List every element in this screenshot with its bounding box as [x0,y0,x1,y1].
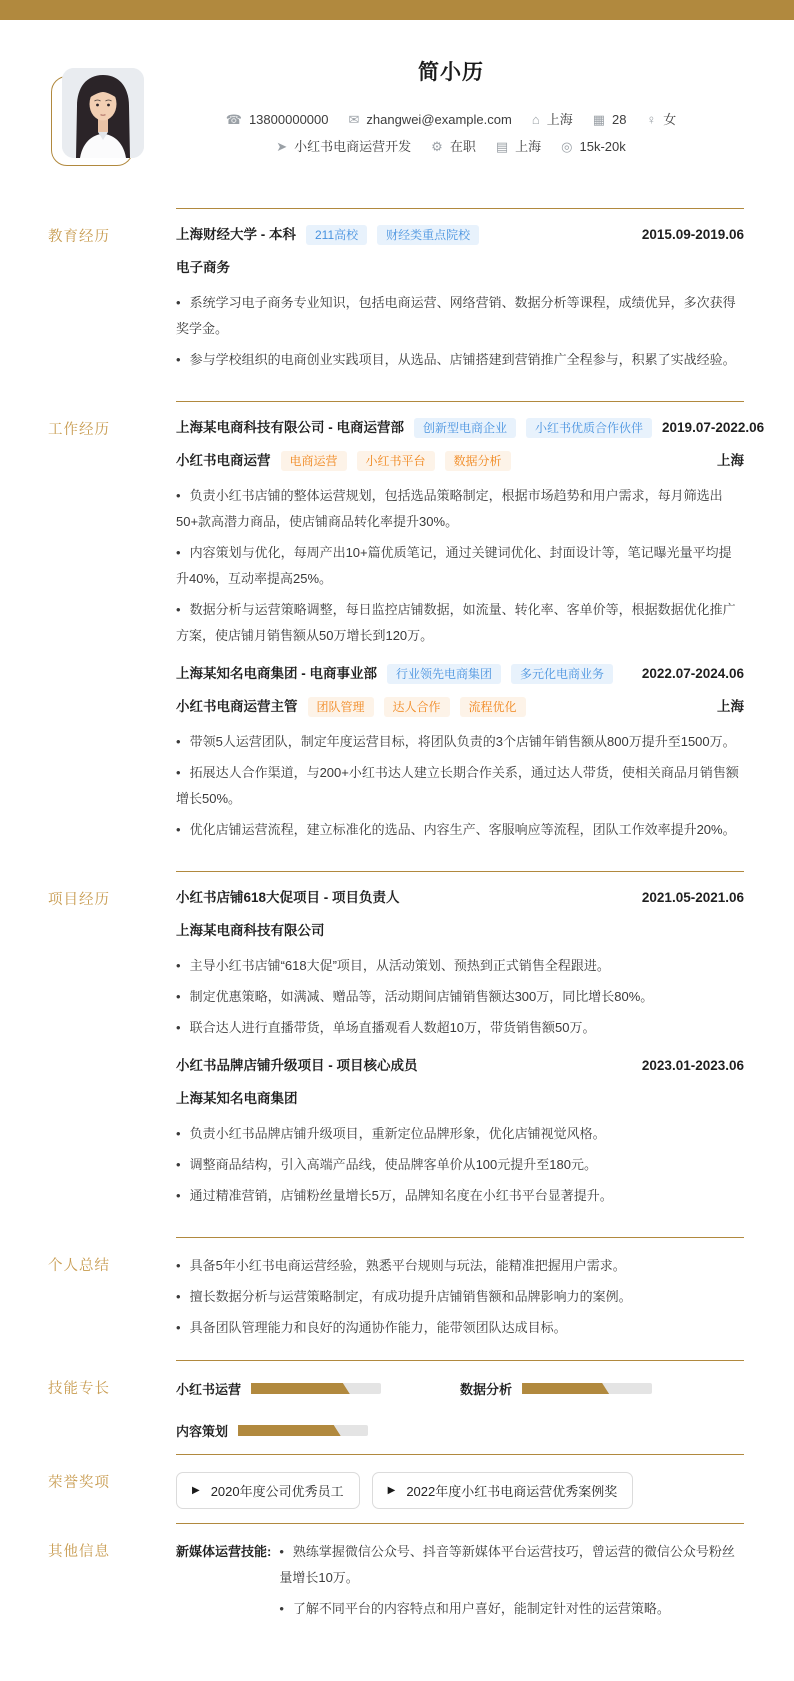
honors-list [176,1470,744,1509]
contact-item [276,133,411,160]
phone-icon: ☎ [225,112,242,127]
entry-header-row [176,224,744,246]
skill-name: 数据分析 [460,1382,513,1397]
entry-header-row [176,887,744,909]
bullet-item: • 优化店铺运营流程，建立标准化的选品、内容生产、客服响应等流程，团队工作效率提升20%。 [176,817,744,843]
skill-name: 小红书运营 [176,1382,242,1397]
entry-subtitle-row [176,1088,744,1110]
resume-header [0,20,794,208]
section-content [176,1454,744,1523]
entry-date: 2022.07-2024.06 [641,666,744,681]
entry [176,887,744,1041]
contact-value: 女 [663,112,677,127]
entry-subtitle: 电子商务 [176,260,230,275]
entry-title: 上海某电商科技有限公司 - 电商运营部 [176,420,404,435]
bullet-item: • 制定优惠策略，如满减、赠品等，活动期间店铺销售额达300万，同比增长80%。 [176,984,744,1010]
skill-item [176,1379,460,1398]
section-title: 个人总结 [48,1258,110,1274]
contact-value: 在职 [449,139,476,154]
entry-header-row [176,417,765,439]
entry-subtitle: 小红书电商运营主管 [176,699,298,714]
entry [176,663,744,843]
contact-value: 小红书电商运营开发 [294,139,412,154]
skill-bar-fill [238,1425,341,1436]
entry-subtitle-row [176,257,744,279]
email-icon: ✉ [348,112,360,127]
honor-label: 2020年度公司优秀员工 [210,1484,344,1499]
profile-photo-frame [62,68,144,158]
section-content [176,1523,744,1641]
section-label-column [48,871,176,1237]
section-label-column [48,208,176,401]
entry-subtitle: 上海某电商科技有限公司 [176,923,325,938]
entry-subtitle: 上海某知名电商集团 [176,1091,298,1106]
gender-icon: ♀ [646,112,657,127]
bullet-item: • 了解不同平台的内容特点和用户喜好，能制定针对性的运营策略。 [279,1596,744,1622]
other-info-bullets [279,1539,744,1627]
contact-value: 15k-20k [579,139,626,154]
entry-header-row [176,1055,744,1077]
section-title: 工作经历 [48,422,110,438]
contact-row-job-intent [158,133,744,160]
entry-subtitle-row [176,450,744,472]
bullet-item: • 熟练掌握微信公众号、抖音等新媒体平台运营技巧，曾运营的微信公众号粉丝量增长10万。 [279,1539,744,1591]
contact-item [532,106,573,133]
section-projects [48,871,744,1237]
entry-title: 上海财经大学 - 本科 [176,227,296,242]
section-content [176,1360,744,1454]
bullet-item: • 调整商品结构，引入高端产品线，使品牌客单价从100元提升至180元。 [176,1152,744,1178]
entry-tag-orange: 数据分析 [445,451,511,471]
bullet-item: • 系统学习电子商务专业知识，包括电商运营、网络营销、数据分析等课程，成绩优异，多次获得奖学金。 [176,290,744,342]
skill-bar-fill [251,1383,350,1394]
play-icon: ▶ [192,1484,200,1496]
target-job-icon: ➤ [276,139,288,154]
section-honors [48,1454,744,1523]
section-label-column [48,1523,176,1641]
honor-button[interactable] [372,1472,634,1509]
contact-item [431,133,476,160]
entry-tag-orange: 达人合作 [384,697,450,717]
entry [176,1055,744,1209]
entry-tag-blue: 创新型电商企业 [414,418,516,438]
bullet-item: • 具备团队管理能力和良好的沟通协作能力，能带领团队达成目标。 [176,1315,744,1341]
bullet-item: • 擅长数据分析与运营策略制定，有成功提升店铺销售额和品牌影响力的案例。 [176,1284,744,1310]
section-title: 教育经历 [48,229,110,245]
profile-photo-illustration [62,68,144,158]
bullet-item: • 负责小红书品牌店铺升级项目，重新定位品牌形象，优化店铺视觉风格。 [176,1121,744,1147]
contact-item [646,106,676,133]
age-icon: ▦ [592,112,605,127]
contact-row-basic [158,106,744,133]
section-content [176,208,744,401]
entry-subtitle: 小红书电商运营 [176,453,271,468]
contact-value: zhangwei@example.com [366,112,512,127]
home-icon: ⌂ [531,112,540,127]
section-other [48,1523,744,1641]
entry-subtitle-row [176,920,744,942]
section-content [176,1237,744,1360]
skill-name: 内容策划 [176,1424,229,1439]
bullet-item: • 主导小红书店铺“618大促”项目，从活动策划、预热到正式销售全程跟进。 [176,953,744,979]
section-work [48,401,765,871]
entry-date: 2015.09-2019.06 [641,227,744,242]
section-education [48,208,744,401]
section-label-column [48,401,176,871]
other-info-group-label: 新媒体运营技能: [176,1544,272,1559]
skill-bar [251,1383,381,1394]
section-content [176,871,744,1237]
contact-value: 上海 [546,112,573,127]
entry-tag-blue: 行业领先电商集团 [387,664,501,684]
contact-item [561,133,626,160]
entry [176,224,744,373]
bullet-item: • 联合达人进行直播带货，单场直播观看人数超10万，带货销售额50万。 [176,1015,744,1041]
entry-tag-blue: 多元化电商业务 [511,664,613,684]
section-title: 项目经历 [48,892,110,908]
entry-tag-blue: 211高校 [306,225,367,245]
skills-grid [176,1376,744,1440]
entry-title: 小红书品牌店铺升级项目 - 项目核心成员 [176,1058,418,1073]
entry-tag-blue: 财经类重点院校 [377,225,479,245]
section-content [176,401,765,871]
entry-tag-orange: 流程优化 [460,697,526,717]
contact-item [593,106,627,133]
entry-title: 上海某知名电商集团 - 电商事业部 [176,666,377,681]
entry-tag-orange: 团队管理 [308,697,374,717]
entry-date: 2023.01-2023.06 [641,1058,744,1073]
entry-date: 2021.05-2021.06 [641,890,744,905]
skill-item [176,1421,460,1440]
contact-item [496,133,541,160]
top-accent-bar [0,0,794,20]
section-skills [48,1360,744,1454]
skill-item [460,1379,744,1398]
section-title: 其他信息 [48,1544,110,1560]
bullet-item: • 带领5人运营团队，制定年度运营目标，将团队负责的3个店铺年销售额从800万提升至1500万。 [176,729,744,755]
section-summary [48,1237,744,1360]
entry-location: 上海 [717,453,744,468]
skill-bar [238,1425,368,1436]
section-label-column [48,1237,176,1360]
entry-location: 上海 [717,699,744,714]
entry-header-row [176,663,744,685]
bullet-item: • 参与学校组织的电商创业实践项目，从选品、店铺搭建到营销推广全程参与，积累了实战经验。 [176,347,744,373]
entry-tag-orange: 电商运营 [281,451,347,471]
salary-icon: ◎ [561,139,573,154]
section-title: 技能专长 [48,1381,110,1397]
entry-subtitle-row [176,696,744,718]
section-label-column [48,1360,176,1454]
bullet-item: • 内容策划与优化，每周产出10+篇优质笔记，通过关键词优化、封面设计等，笔记曝光量平均提升40%，互动率提高25%。 [176,540,744,592]
play-icon: ▶ [387,1484,396,1496]
bullet-item: • 拓展达人合作渠道，与200+小红书达人建立长期合作关系，通过达人带货，使相关商品月销售额增长50%。 [176,760,744,812]
entry [176,417,765,649]
entry-title: 小红书店铺618大促项目 - 项目负责人 [176,890,400,905]
bullet-item: • 数据分析与运营策略调整，每日监控店铺数据，如流量、转化率、客单价等，根据数据优化推广方案，使店铺月销售额从50万增长到120万。 [176,597,744,649]
contact-item [348,106,511,133]
profile-photo [62,68,144,158]
contact-item [226,106,329,133]
contact-value: 28 [612,112,627,127]
entry-tag-orange: 小红书平台 [357,451,435,471]
resume-name: 简小历 [418,61,484,84]
skill-bar [522,1383,652,1394]
resume-body [0,208,794,1681]
contact-value: 13800000000 [248,112,329,127]
entry-date: 2019.07-2022.06 [662,420,765,435]
section-title: 荣誉奖项 [48,1475,110,1491]
section-label-column [48,1454,176,1523]
bullet-item: • 通过精准营销，店铺粉丝量增长5万，品牌知名度在小红书平台显著提升。 [176,1183,744,1209]
entry-tag-blue: 小红书优质合作伙伴 [526,418,652,438]
honor-label: 2022年度小红书电商运营优秀案例奖 [406,1484,618,1499]
skill-bar-fill [522,1383,609,1394]
city-icon: ▤ [495,139,509,154]
bullet-item: • 具备5年小红书电商运营经验，熟悉平台规则与玩法，能精准把握用户需求。 [176,1253,744,1279]
bullet-item: • 负责小红书店铺的整体运营规划，包括选品策略制定，根据市场趋势和用户需求，每月筛选出50+款高潜力商品，使店铺商品转化率提升30%。 [176,483,744,535]
contact-value: 上海 [515,139,542,154]
honor-button[interactable] [176,1472,360,1509]
other-info-row [176,1539,744,1627]
job-status-icon: ⚙ [431,139,443,154]
